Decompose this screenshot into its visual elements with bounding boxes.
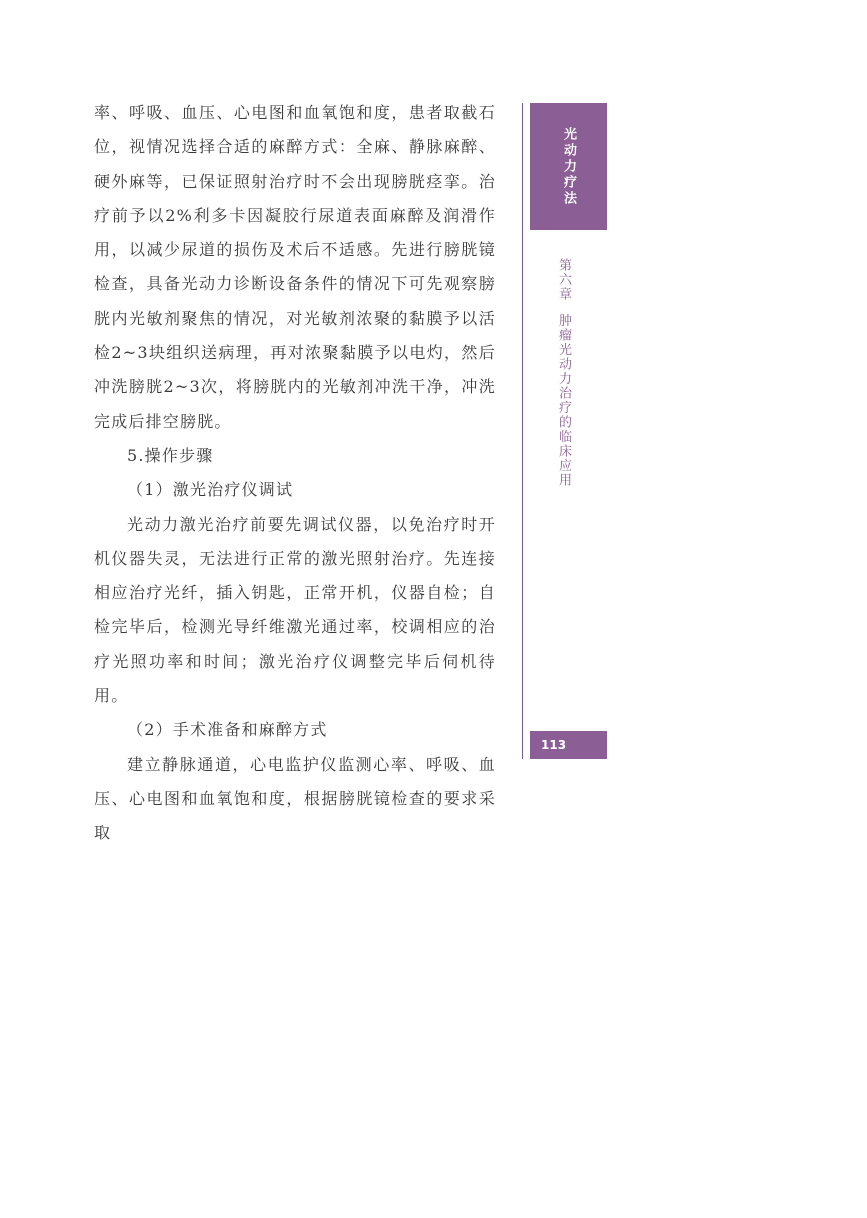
subheading-anesthesia: （2）手术准备和麻醉方式 xyxy=(127,720,328,740)
chapter-title: 肿瘤光动力治疗的临床应用 xyxy=(556,313,571,488)
margin-divider xyxy=(522,103,523,759)
paragraph-laser-setup: 光动力激光治疗前要先调试仪器，以免治疗时开机仪器失灵，无法进行正常的激光照射治疗。先连接相应治疗光纤，插入钥匙，正常开机，仪器自检；自检完毕后，检测光导纤维激光通过率，校调相应的治疗光照功率和时间；激光治疗仪调整完毕后伺机待用。 xyxy=(94,514,496,706)
paragraph-anesthesia: 建立静脉通道，心电监护仪监测心率、呼吸、血压、心电图和血氧饱和度，根据膀胱镜检查的要求采取 xyxy=(94,754,496,843)
section-heading-steps: 5.操作步骤 xyxy=(127,445,214,465)
section-tab-title: 光动力疗法 xyxy=(561,127,576,207)
paragraph-continued: 率、呼吸、血压、心电图和血氧饱和度，患者取截石位，视情况选择合适的麻醉方式：全麻、静脉麻醉、硬外麻等，已保证照射治疗时不会出现膀胱痉挛。治疗前予以2%利多卡因凝胶行尿道表面麻醉及润滑作用，以减少尿道的损伤及术后不适感。先进行膀胱镜检查，具备光动力诊断设备条件的情况下可先观察膀胱内光敏剂聚焦的情况，对光敏剂浓聚的黏膜予以活检2~3块组织送病理，再对浓聚黏膜予以电灼，然后冲洗膀胱2~3次，将膀胱内的光敏剂冲洗干净，冲洗完成后排空膀胱。 xyxy=(94,103,496,431)
subheading-laser-setup: （1）激光治疗仪调试 xyxy=(127,480,294,500)
chapter-number: 第六章 xyxy=(556,258,571,302)
page-number-tab xyxy=(530,731,607,759)
running-chapter-header xyxy=(554,258,573,488)
section-tab xyxy=(530,103,607,230)
body-text xyxy=(94,96,496,851)
page-number: 113 xyxy=(541,738,567,752)
